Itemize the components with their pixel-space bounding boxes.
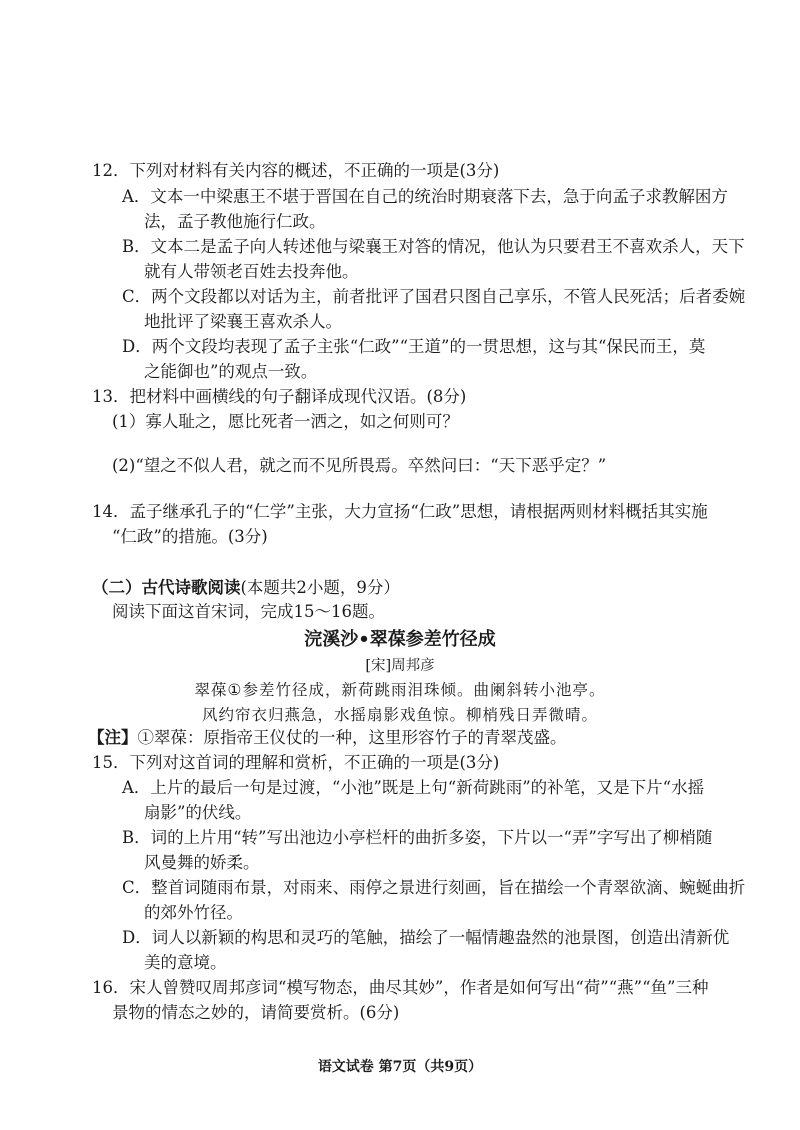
q16-line2: 景物的情态之妙的，请简要赏析。(6分): [112, 1003, 400, 1022]
q12-option-b-line2: 就有人带领老百姓去投奔他。: [144, 262, 359, 281]
q12-option-d-line2: 之能御也”的观点一致。: [144, 362, 318, 381]
q12-option-a-line1: A．文本一中梁惠王不堪于晋国在自己的统治时期衰落下去，急于向孟子求教解困方: [122, 187, 728, 206]
q13-sentence-1: (1）寡人耻之，愿比死者一洒之，如之何则可？: [112, 412, 459, 431]
q12-stem: 12．下列对材料有关内容的概述，不正确的一项是(3分): [92, 161, 500, 180]
q12-option-a-line2: 法，孟子教他施行仁政。: [144, 212, 326, 231]
q12-option-b-line1: B．文本二是孟子向人转述他与梁襄王对答的情况，他认为只要君王不喜欢杀人，天下: [122, 237, 745, 256]
poem-line-2: 风约帘衣归燕急，水摇扇影戏鱼惊。柳梢残日弄微晴。: [201, 706, 598, 724]
q15-option-d-line2: 美的意境。: [144, 953, 227, 972]
poem-note: [88, 725, 567, 751]
poem-line-1: 翠葆①参差竹径成，新荷跳雨泪珠倾。曲阑斜转小池亭。: [194, 681, 606, 699]
poem-note-label: 【注】: [88, 728, 138, 747]
q15-option-c-line2: 的郊外竹径。: [144, 903, 243, 922]
q14-line2: “仁政”的措施。(3分): [112, 527, 268, 546]
q15-option-b-line2: 风曼舞的娇柔。: [144, 853, 260, 872]
q15-option-d-line1: D．词人以新颖的构思和灵巧的笔触，描绘了一幅情趣盎然的池景图，创造出清新优: [122, 928, 730, 947]
q15-option-a-line2: 扇影”的伏线。: [144, 803, 252, 822]
q13-stem: 13．把材料中画横线的句子翻译成现代汉语。(8分): [92, 387, 467, 406]
poem-note-text: ①翠葆：原指帝王仪仗的一种，这里形容竹子的青翠茂盛。: [137, 728, 567, 747]
q12-option-d-line1: D．两个文段均表现了孟子主张“仁政”“王道”的一贯思想，这与其“保民而王，莫: [122, 337, 706, 356]
section2-heading-label: （二）古代诗歌阅读: [92, 578, 241, 597]
q12-option-c-line2: 地批评了梁襄王喜欢杀人。: [144, 312, 342, 331]
page-footer: 语文试卷 第7页（共9页）: [317, 1059, 483, 1075]
section2-heading: [92, 575, 400, 601]
q15-stem: 15．下列对这首词的理解和赏析，不正确的一项是(3分): [92, 753, 500, 772]
q15-option-b-line1: B．词的上片用“转”写出池边小亭栏杆的曲折多姿，下片以一“弄”字写出了柳梢随: [122, 828, 713, 847]
q15-option-c-line1: C．整首词随雨布景，对雨来、雨停之景进行刻画，旨在描绘一个青翠欲滴、蜿蜒曲折: [122, 878, 746, 897]
q14-line1: 14．孟子继承孔子的“仁学”主张，大力宣扬“仁政”思想，请根据两则材料概括其实施: [92, 502, 708, 521]
q12-option-c-line1: C．两个文段都以对话为主，前者批评了国君只图自己享乐，不管人民死活；后者委婉: [122, 287, 746, 306]
q15-option-a-line1: A．上片的最后一句是过渡，“小池”既是上句“新荷跳雨”的补笔，又是下片“水摇: [122, 778, 705, 797]
section2-heading-meta: (本题共2小题，9分）: [240, 578, 400, 597]
section2-instruction: 阅读下面这首宋词，完成15～16题。: [112, 602, 385, 621]
q16-line1: 16．宋人曾赞叹周邦彦词“模写物态，曲尽其妙”，作者是如何写出“荷”“燕”“鱼”三种: [92, 978, 709, 997]
poem-title: 浣溪沙•翠葆参差竹径成: [304, 629, 496, 650]
q13-sentence-2: (2)“望之不似人君，就之而不见所畏焉。卒然问曰：“天下恶乎定？”: [112, 456, 607, 475]
poem-author: [宋]周邦彦: [365, 658, 435, 674]
